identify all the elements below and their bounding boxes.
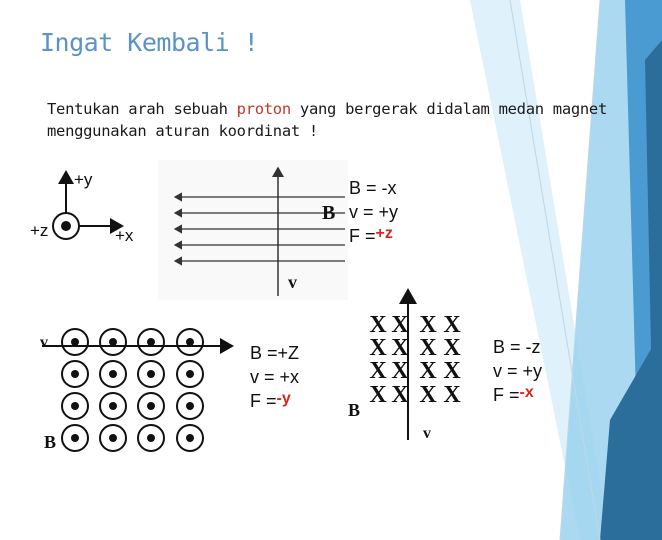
instruction-after: yang bergerak didalam medan magnet menggunakan aturan koordinat ! bbox=[47, 100, 607, 140]
problem1-field-label: B bbox=[322, 202, 336, 224]
problem3-field-label: B bbox=[348, 400, 361, 420]
field-cross-symbol: X bbox=[369, 358, 387, 384]
field-cross-symbol: X bbox=[391, 312, 409, 338]
answer-text: +z bbox=[375, 225, 393, 242]
equation-line: v = +x bbox=[250, 367, 300, 387]
field-cross-symbol: X bbox=[443, 335, 461, 361]
field-cross-symbol: X bbox=[391, 335, 409, 361]
instruction-highlight: proton bbox=[236, 100, 291, 118]
problem2-velocity-label: v bbox=[40, 334, 48, 351]
equation-line: B = -z bbox=[493, 337, 541, 357]
problem3-equations bbox=[493, 334, 542, 406]
equation-line: B = -x bbox=[349, 178, 397, 198]
slide-title: Ingat Kembali ! bbox=[40, 28, 259, 57]
field-cross-symbol: X bbox=[369, 335, 387, 361]
equation-line: F =-x bbox=[493, 384, 534, 405]
problem1-velocity-label: v bbox=[288, 272, 297, 292]
equation-line: v = +y bbox=[493, 361, 543, 381]
equation-line: v = +y bbox=[349, 202, 399, 222]
answer-text: -y bbox=[276, 390, 291, 407]
equation-line: F =-y bbox=[250, 390, 291, 411]
equation-line: B =+Z bbox=[250, 343, 300, 363]
instruction-before: Tentukan arah sebuah bbox=[47, 100, 237, 118]
field-cross-symbol: X bbox=[443, 358, 461, 384]
field-cross-symbol: X bbox=[369, 312, 387, 338]
problem3-velocity-label: v bbox=[423, 425, 431, 442]
z-axis-label: +z bbox=[30, 221, 49, 240]
field-cross-symbol: X bbox=[369, 382, 387, 408]
field-cross-symbol: X bbox=[391, 382, 409, 408]
equation-line: F =+z bbox=[349, 225, 393, 246]
field-cross-symbol: X bbox=[443, 382, 461, 408]
answer-text: -x bbox=[519, 384, 534, 401]
field-cross-symbol: X bbox=[443, 312, 461, 338]
x-axis-label: +x bbox=[115, 226, 134, 245]
problem2-field-label: B bbox=[44, 432, 57, 452]
field-cross-symbol: X bbox=[391, 358, 409, 384]
y-axis-label: +y bbox=[74, 170, 93, 189]
field-cross-symbol: X bbox=[419, 335, 437, 361]
field-cross-symbol: X bbox=[419, 312, 437, 338]
field-cross-symbol: X bbox=[419, 358, 437, 384]
field-cross-symbol: X bbox=[419, 382, 437, 408]
